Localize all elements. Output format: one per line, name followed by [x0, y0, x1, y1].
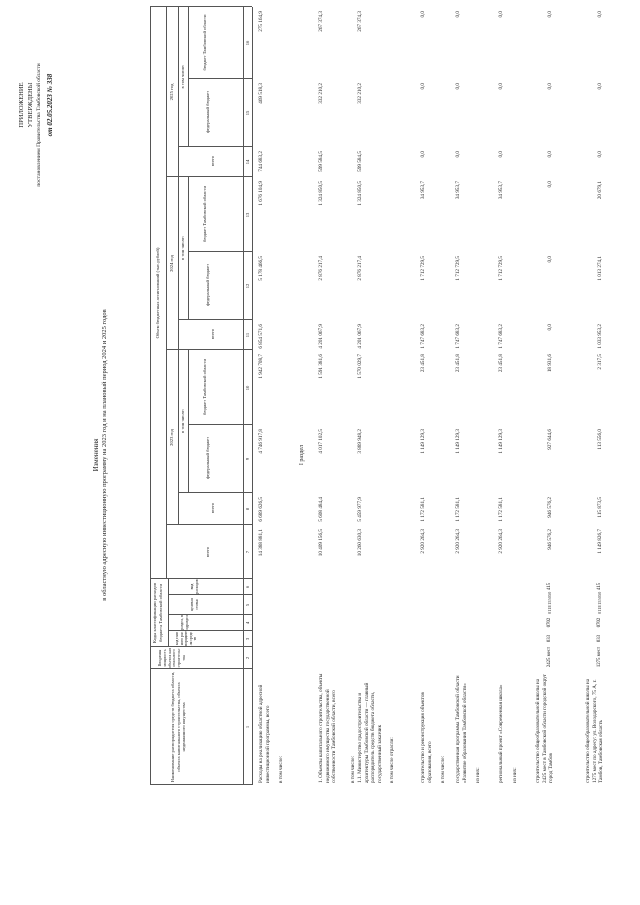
column-number: 3 — [245, 637, 250, 641]
row-razdel: 0702 — [547, 617, 552, 628]
row-value: 0,0 — [547, 324, 553, 331]
column-number: 5 — [245, 603, 250, 607]
row-value: 0,0 — [547, 83, 553, 90]
row-value: 4 746 917,8 — [258, 429, 264, 454]
row-value: 0,0 — [455, 151, 461, 158]
row-value: 1 172 581,1 — [420, 497, 426, 522]
row-value: 0,0 — [498, 11, 504, 18]
row-sub: в том числе: — [440, 755, 446, 783]
row-statya: 011E155050 — [547, 591, 552, 614]
column-number: 15 — [245, 110, 250, 116]
row-value: 744 683,2 — [258, 151, 264, 172]
code-vid-header: вид расходов — [190, 579, 199, 594]
row-value: 1 591 381,6 — [318, 354, 324, 379]
row-value: 1 149 826,7 — [597, 529, 603, 554]
row-value: 23 451,8 — [420, 354, 426, 373]
column-number: 12 — [245, 283, 250, 289]
row-value: 4 201 067,9 — [318, 324, 324, 349]
approval-by: постановлением Правительства Тамбовской области — [36, 63, 42, 187]
row-value: 946 576,2 — [547, 529, 553, 550]
row-name: строительство общеобразовательной школы на 1275 мест по адресу: ул. Володарского, 75 А, г. Тамбов, Тамбовская область — [585, 678, 604, 783]
row-value: 0,0 — [597, 83, 603, 90]
row-name: строительство общеобразовательной школы на 2425 мест в Тамбовской области городской округ город Тамбов — [535, 674, 554, 783]
row-value: 1 013 274,1 — [597, 256, 603, 281]
row-value: 2 876 217,4 — [357, 256, 363, 281]
row-value: 5 608 484,4 — [318, 497, 324, 522]
row-value: 1 570 029,7 — [357, 354, 363, 379]
row-value: 2 317,5 — [597, 354, 603, 370]
row-value: 267 374,3 — [318, 11, 324, 32]
row-value: 1 324 850,5 — [357, 181, 363, 206]
column-number: 13 — [245, 212, 250, 218]
row-value: 1 942 708,7 — [258, 354, 264, 379]
row-value: 0,0 — [498, 83, 504, 90]
row-name: государственная программа Тамбовской области «Развитие образования Тамбовской области» — [455, 675, 468, 783]
col-codes-header: Коды классификации расходов бюджета Тамбовской области — [152, 582, 163, 644]
row-sub: в том числе: — [350, 755, 356, 783]
code-glava-header: код главного распорядителя средств — [175, 631, 198, 646]
total-vsego-header: всего — [205, 546, 210, 558]
row-value: 115 873,5 — [597, 497, 603, 518]
row-value: 599 584,5 — [318, 151, 324, 172]
column-number: 9 — [245, 457, 250, 461]
row-value: 5 178 466,5 — [258, 256, 264, 281]
row-value: 23 451,8 — [455, 354, 461, 373]
section-label: I раздел — [299, 444, 305, 466]
regional-2024-header: бюджет Тамбовской области — [202, 186, 207, 242]
regional-2023-header: бюджет Тамбовской области — [202, 359, 207, 415]
vsego-2025-header: всего — [210, 155, 215, 167]
row-sub: в том числе: — [278, 755, 284, 783]
row-name: 1. Объекты капитального строительства, объекты недвижимого имущества государственной собственности Тамбовской области, всего — [318, 673, 337, 783]
row-name: 1.1. Министерство градостроительства и архитектуры Тамбовской области — главный распорядитель средств бюджета области, государственный заказчик — [357, 682, 383, 783]
col-name-header: Наименование распорядителя средств бюджета области, объекта капитального строительства, объекта недвижимого имущества — [170, 671, 186, 783]
row-value: 2 920 264,3 — [455, 529, 461, 554]
col-capacity-header: Вводимая мощность объекта капитального строительства — [157, 648, 186, 668]
row-value: 2 920 264,3 — [498, 529, 504, 554]
row-sub: из них: — [512, 767, 518, 783]
column-number: 2 — [245, 656, 250, 660]
column-number: 4 — [245, 621, 250, 625]
row-value: 18 931,6 — [547, 354, 553, 373]
row-value: 3 889 948,2 — [357, 429, 363, 454]
row-value: 1 033 953,2 — [597, 324, 603, 349]
doc-title: Изменения — [92, 438, 100, 472]
row-value: 599 584,5 — [357, 151, 363, 172]
row-value: 6 854 571,6 — [258, 324, 264, 349]
column-number: 7 — [245, 550, 250, 554]
column-number: 14 — [245, 159, 250, 165]
col-volume-header: Объем бюджетных ассигнований (тыс.рублей) — [155, 247, 160, 339]
row-value: 34 953,7 — [498, 181, 504, 200]
row-capacity: 1275 мест — [597, 646, 602, 668]
row-capacity: 2425 мест — [547, 646, 552, 668]
row-glava: 033 — [597, 634, 602, 643]
row-value: 34 953,7 — [420, 181, 426, 200]
code-statya-header: целевая статья — [190, 598, 199, 611]
row-value: 0,0 — [597, 151, 603, 158]
row-value: 0,0 — [498, 151, 504, 158]
row-sub: из них: — [475, 767, 481, 783]
row-value: 1 712 729,5 — [420, 256, 426, 281]
row-value: 1 747 683,2 — [420, 324, 426, 349]
row-value: 332 210,2 — [318, 83, 324, 104]
year-2024-header: 2024 год — [169, 255, 174, 272]
row-value: 1 712 729,5 — [498, 256, 504, 281]
column-number: 10 — [245, 385, 250, 391]
vsego-2024-header: всего — [210, 328, 215, 340]
row-value: 5 459 977,9 — [357, 497, 363, 522]
row-value: 1 172 581,1 — [455, 497, 461, 522]
row-value: 0,0 — [547, 151, 553, 158]
doc-subtitle: в областную адресную инвестиционную программу на 2023 год и на плановый период 2024 и 2025 годов — [101, 309, 108, 601]
row-value: 1 149 129,3 — [498, 429, 504, 454]
row-razdel: 0702 — [597, 617, 602, 628]
row-value: 10 409 156,5 — [318, 529, 324, 557]
row-value: 23 451,8 — [498, 354, 504, 373]
row-value: 275 164,9 — [258, 11, 264, 32]
row-value: 1 172 581,1 — [498, 497, 504, 522]
row-value: 113 556,0 — [597, 429, 603, 450]
regional-2025-header: бюджет Тамбовской области — [202, 14, 207, 71]
row-value: 0,0 — [455, 83, 461, 90]
row-value: 0,0 — [547, 181, 553, 188]
column-number: 16 — [245, 40, 250, 46]
row-vid: 415 — [547, 582, 552, 591]
row-value: 2 876 217,4 — [318, 256, 324, 281]
row-value: 1 324 850,5 — [318, 181, 324, 206]
column-number: 11 — [245, 332, 250, 338]
row-value: 469 518,3 — [258, 83, 264, 104]
row-name: строительство и реконструкция объектов образования, всего — [420, 692, 433, 783]
year-2025-header: 2025 год — [169, 83, 174, 101]
row-value: 0,0 — [420, 11, 426, 18]
row-value: 332 210,2 — [357, 83, 363, 104]
federal-2024-header: федеральный бюджет — [205, 263, 210, 307]
row-value: 946 576,2 — [547, 497, 553, 518]
row-value: 0,0 — [547, 11, 553, 18]
approval-approved: УТВЕРЖДЕНЫ — [27, 82, 34, 128]
row-value: 4 201 067,9 — [357, 324, 363, 349]
row-value: 10 260 630,3 — [357, 529, 363, 557]
row-sub: в том числе отрасли: — [389, 737, 395, 783]
row-value: 1 712 729,5 — [455, 256, 461, 281]
row-value: 34 953,7 — [455, 181, 461, 200]
row-value: 0,0 — [597, 11, 603, 18]
column-number: 8 — [245, 507, 250, 511]
row-value: 0,0 — [420, 151, 426, 158]
row-value: 20 679,1 — [597, 181, 603, 200]
vsego-2023-header: всего — [210, 502, 215, 514]
column-number: 6 — [245, 585, 250, 589]
row-value: 4 017 102,5 — [318, 429, 324, 454]
vtch-2023-header: в том числе: — [180, 409, 185, 433]
row-value: 1 747 683,2 — [455, 324, 461, 349]
row-value: 0,0 — [547, 256, 553, 263]
row-value: 0,0 — [420, 83, 426, 90]
row-value: 267 374,3 — [357, 11, 363, 32]
row-value: 14 388 881,1 — [258, 529, 264, 557]
year-2023-header: 2023 год — [169, 429, 174, 446]
row-name: региональный проект «Современная школа» — [498, 684, 504, 783]
row-value: 2 920 264,3 — [420, 529, 426, 554]
code-razdel-header: раздел, подраздел — [180, 615, 189, 630]
federal-2025-header: федеральный бюджет — [205, 90, 210, 134]
vtch-2025-header: в том числе: — [180, 64, 185, 89]
row-glava: 033 — [547, 634, 552, 643]
federal-2023-header: федеральный бюджет — [205, 436, 210, 480]
row-statya: 011E155050 — [597, 591, 602, 614]
approval-date: от 02.05.2023 № 338 — [46, 73, 54, 137]
row-value: 927 644,6 — [547, 429, 553, 450]
row-value: 1 676 104,9 — [258, 181, 264, 206]
row-value: 0,0 — [455, 11, 461, 18]
row-value: 1 149 129,3 — [420, 429, 426, 454]
approval-title: ПРИЛОЖЕНИЕ — [18, 82, 25, 128]
vtch-2024-header: в том числе: — [180, 236, 185, 260]
row-value: 1 149 129,3 — [455, 429, 461, 454]
row-vid: 415 — [597, 582, 602, 591]
row-value: 1 747 683,2 — [498, 324, 504, 349]
row-name: Расходы на реализацию областной адресной инвестиционной программы, всего — [258, 684, 271, 783]
row-value: 6 689 626,5 — [258, 497, 264, 522]
column-number: 1 — [245, 725, 250, 729]
